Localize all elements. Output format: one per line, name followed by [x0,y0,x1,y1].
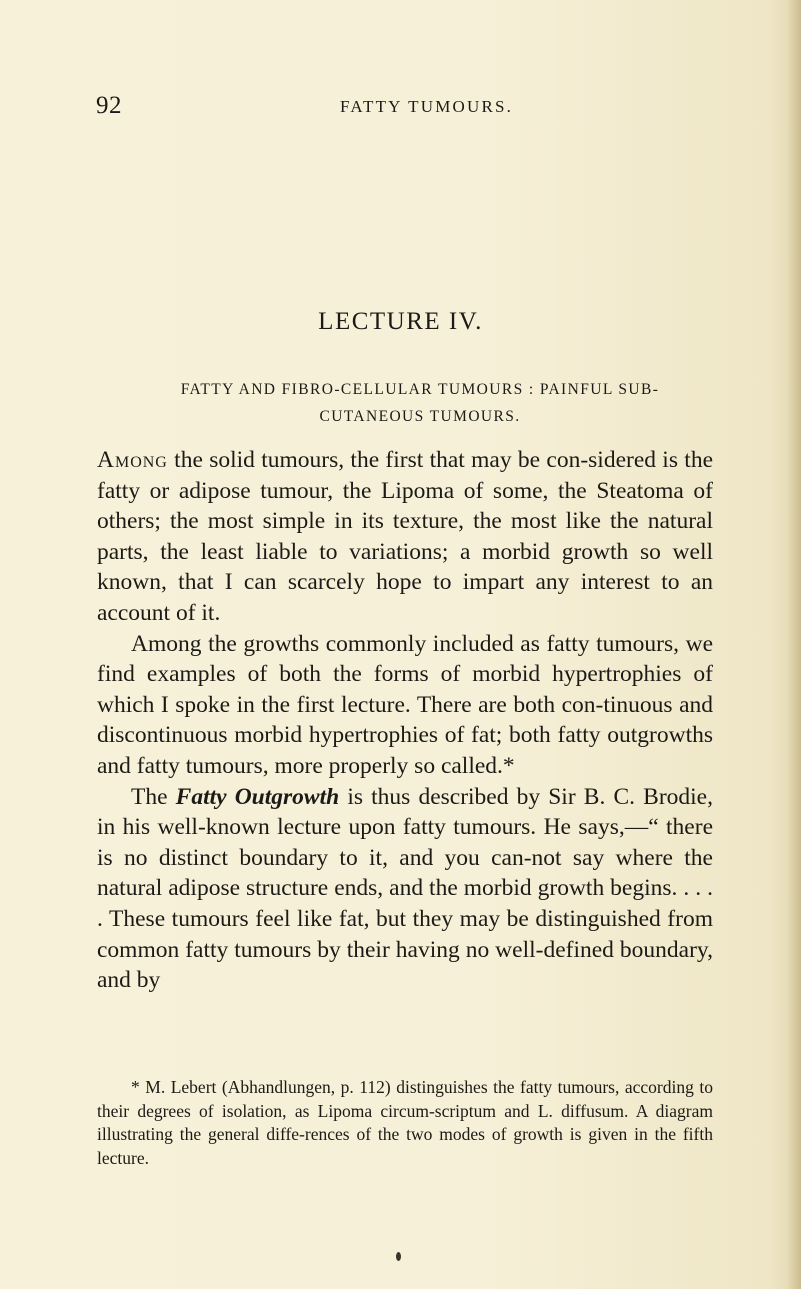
paragraph-3-text: is thus described by Sir B. C. Brodie, in his well-known lecture upon fatty tumours. He says,—“ there is no distinct boundary to it, and you can-not say where the natural adipose structure ends, and the morbid growth begins. . . . . These tumours feel like fat, but they may be distinguished from common fatty tumours by their having no well-defined boundary, and by [97,783,713,994]
page-number: 92 [96,92,122,119]
paragraph-3-term: Fatty Outgrowth [175,783,340,810]
running-head [0,92,801,128]
paragraph-2: Among the growths commonly included as fatty tumours, we find examples of both the forms of morbid hypertrophies of which I spoke in the first lecture. There are both con-tinuous and discontinuous morbid hypertrophies of fat; both fatty outgrowths and fatty tumours, more properly so called.* [97,630,713,779]
body-text [97,445,713,996]
paragraph-3 [97,782,713,996]
paragraph-1 [97,445,713,629]
page-edge-shadow [787,0,801,1289]
footnote: * M. Lebert (Abhandlungen, p. 112) distinguishes the fatty tumours, according to their degrees of isolation, as Lipoma circum-scriptum and L. diffusum. A diagram illustrating the general diffe-rences of the two modes of growth is given in the fifth lecture. [97,1077,713,1168]
lecture-subheading: FATTY AND FIBRO-CELLULAR TUMOURS : PAINFUL SUB-CUTANEOUS TUMOURS. [180,381,660,425]
paragraph-1-text: the solid tumours, the first that may be con-sidered is the fatty or adipose tumour, the Lipoma of some, the Steatoma of others; the most simple in its texture, the most like the natural parts, the least liable to variations; a morbid growth so well known, that I can scarcely hope to impart any interest to an account of it. [97,447,713,626]
lecture-heading: LECTURE IV. [318,308,483,335]
ink-speck [396,1252,401,1261]
running-title: FATTY TUMOURS. [340,97,514,116]
paragraph-1-lead: Among [97,447,168,473]
paragraph-3-start: The [131,783,176,810]
